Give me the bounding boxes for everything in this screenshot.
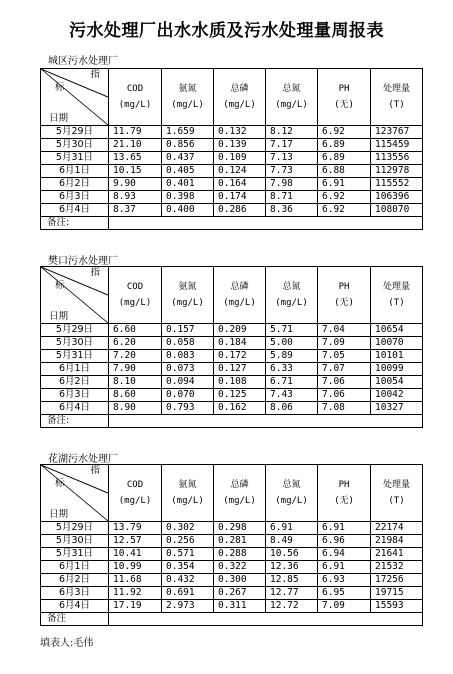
remark-row — [41, 415, 423, 428]
remark-row — [41, 613, 423, 626]
value-cell-cod: 8.93 — [109, 191, 162, 204]
value-cell-tp: 0.322 — [214, 561, 266, 574]
column-name: 总氮 — [282, 84, 301, 94]
value-cell-cod: 8.10 — [109, 376, 162, 389]
value-cell-nh3n: 0.354 — [162, 561, 214, 574]
value-cell-cod: 8.90 — [109, 402, 162, 415]
date-cell: 5月31日 — [41, 350, 109, 363]
remark-label: 备注 — [41, 613, 109, 626]
value-cell-ph: 6.91 — [318, 178, 371, 191]
value-cell-volume: 108070 — [371, 204, 423, 217]
corner-label-date: 日期 — [49, 113, 69, 124]
table-row — [41, 389, 423, 402]
value-cell-nh3n: 0.398 — [162, 191, 214, 204]
value-cell-tn: 7.98 — [266, 178, 318, 191]
header-row — [41, 267, 423, 324]
value-cell-ph: 6.89 — [318, 139, 371, 152]
table-row — [41, 152, 423, 165]
value-cell-tp: 0.311 — [214, 600, 266, 613]
corner-label-mark: 标 — [55, 478, 65, 489]
value-cell-nh3n: 2.973 — [162, 600, 214, 613]
table-row — [41, 402, 423, 415]
value-cell-ph: 6.89 — [318, 152, 371, 165]
value-cell-ph: 7.07 — [318, 363, 371, 376]
value-cell-volume: 21641 — [371, 548, 423, 561]
corner-label-date: 日期 — [49, 509, 69, 520]
column-header-ph — [318, 267, 371, 324]
value-cell-cod: 17.19 — [109, 600, 162, 613]
value-cell-volume: 10327 — [371, 402, 423, 415]
column-header-volume — [371, 267, 423, 324]
value-cell-tn: 8.49 — [266, 535, 318, 548]
value-cell-tp: 0.162 — [214, 402, 266, 415]
date-cell: 6月3日 — [41, 389, 109, 402]
date-cell: 5月29日 — [41, 522, 109, 535]
table-row — [41, 600, 423, 613]
value-cell-volume: 113556 — [371, 152, 423, 165]
value-cell-tp: 0.184 — [214, 337, 266, 350]
value-cell-cod: 8.60 — [109, 389, 162, 402]
column-unit: (T) — [388, 496, 405, 506]
value-cell-ph: 7.04 — [318, 324, 371, 337]
column-header-volume — [371, 69, 423, 126]
table-row — [41, 363, 423, 376]
value-cell-cod: 10.41 — [109, 548, 162, 561]
corner-label-indicator: 指 — [90, 465, 100, 476]
value-cell-nh3n: 0.256 — [162, 535, 214, 548]
value-cell-tn: 5.71 — [266, 324, 318, 337]
column-header-cod — [109, 465, 162, 522]
value-cell-volume: 112978 — [371, 165, 423, 178]
value-cell-ph: 7.09 — [318, 337, 371, 350]
value-cell-nh3n: 0.405 — [162, 165, 214, 178]
column-name: 氨氮 — [178, 282, 197, 292]
date-cell: 5月31日 — [41, 548, 109, 561]
value-cell-tp: 0.298 — [214, 522, 266, 535]
column-name: 总磷 — [230, 480, 249, 490]
value-cell-tn: 7.43 — [266, 389, 318, 402]
date-cell: 5月30日 — [41, 535, 109, 548]
corner-label-mark: 标 — [55, 82, 65, 93]
value-cell-cod: 8.37 — [109, 204, 162, 217]
value-cell-ph: 6.95 — [318, 587, 371, 600]
table-row — [41, 139, 423, 152]
column-header-tn — [266, 465, 318, 522]
column-header-tp — [214, 465, 266, 522]
value-cell-ph: 7.05 — [318, 350, 371, 363]
value-cell-cod: 6.60 — [109, 324, 162, 337]
column-header-tp — [214, 267, 266, 324]
table-row — [41, 535, 423, 548]
column-header-cod — [109, 69, 162, 126]
value-cell-tn: 8.12 — [266, 126, 318, 139]
table-row — [41, 587, 423, 600]
value-cell-nh3n: 0.793 — [162, 402, 214, 415]
value-cell-tn: 8.71 — [266, 191, 318, 204]
value-cell-volume: 106396 — [371, 191, 423, 204]
value-cell-nh3n: 0.437 — [162, 152, 214, 165]
value-cell-cod: 10.15 — [109, 165, 162, 178]
value-cell-tn: 5.00 — [266, 337, 318, 350]
filler-signature: 填表人:毛伟 — [40, 638, 94, 649]
section-title-fankou: 樊口污水处理厂 — [48, 256, 118, 267]
column-name: PH — [338, 84, 350, 94]
corner-label-indicator: 指 — [90, 69, 100, 80]
value-cell-cod: 13.65 — [109, 152, 162, 165]
date-cell: 6月1日 — [41, 363, 109, 376]
value-cell-tn: 12.36 — [266, 561, 318, 574]
value-cell-tp: 0.124 — [214, 165, 266, 178]
value-cell-cod: 7.90 — [109, 363, 162, 376]
value-cell-nh3n: 0.432 — [162, 574, 214, 587]
value-cell-nh3n: 0.856 — [162, 139, 214, 152]
column-name: 处理量 — [382, 480, 410, 490]
value-cell-nh3n: 0.058 — [162, 337, 214, 350]
table-row — [41, 376, 423, 389]
value-cell-ph: 7.06 — [318, 376, 371, 389]
value-cell-tp: 0.300 — [214, 574, 266, 587]
column-unit: (mg/L) — [223, 298, 256, 308]
value-cell-nh3n: 0.401 — [162, 178, 214, 191]
date-cell: 5月29日 — [41, 324, 109, 337]
corner-header-cell — [41, 465, 109, 522]
column-unit: (mg/L) — [118, 496, 152, 506]
column-unit: (mg/L) — [118, 298, 152, 308]
value-cell-volume: 17256 — [371, 574, 423, 587]
date-cell: 6月2日 — [41, 376, 109, 389]
value-cell-tp: 0.108 — [214, 376, 266, 389]
table-row — [41, 522, 423, 535]
column-unit: (mg/L) — [118, 100, 152, 110]
header-row — [41, 69, 423, 126]
value-cell-ph: 7.08 — [318, 402, 371, 415]
column-name: 氨氮 — [178, 84, 197, 94]
value-cell-tp: 0.109 — [214, 152, 266, 165]
value-cell-tn: 8.36 — [266, 204, 318, 217]
value-cell-ph: 6.92 — [318, 204, 371, 217]
value-cell-tp: 0.172 — [214, 350, 266, 363]
value-cell-tn: 10.56 — [266, 548, 318, 561]
value-cell-ph: 6.94 — [318, 548, 371, 561]
column-header-nh3n — [162, 465, 214, 522]
value-cell-nh3n: 1.659 — [162, 126, 214, 139]
value-cell-tp: 0.132 — [214, 126, 266, 139]
section-title-huahu: 花湖污水处理厂 — [48, 454, 118, 465]
value-cell-nh3n: 0.083 — [162, 350, 214, 363]
value-cell-cod: 11.92 — [109, 587, 162, 600]
table-chengqu — [40, 68, 423, 230]
remark-value — [109, 613, 423, 626]
column-header-tn — [266, 267, 318, 324]
value-cell-nh3n: 0.157 — [162, 324, 214, 337]
date-cell: 6月2日 — [41, 574, 109, 587]
date-cell: 6月4日 — [41, 204, 109, 217]
value-cell-tp: 0.164 — [214, 178, 266, 191]
value-cell-tp: 0.209 — [214, 324, 266, 337]
column-name: 氨氮 — [178, 480, 197, 490]
value-cell-tp: 0.267 — [214, 587, 266, 600]
column-header-nh3n — [162, 69, 214, 126]
remark-value — [109, 217, 423, 230]
column-unit: (无) — [334, 298, 354, 308]
date-cell: 6月3日 — [41, 191, 109, 204]
column-name: 处理量 — [382, 84, 410, 94]
value-cell-cod: 12.57 — [109, 535, 162, 548]
value-cell-tp: 0.127 — [214, 363, 266, 376]
remark-label: 备注: — [41, 217, 109, 230]
column-name: COD — [126, 480, 144, 490]
column-unit: (T) — [388, 100, 405, 110]
date-cell: 6月4日 — [41, 600, 109, 613]
value-cell-ph: 6.88 — [318, 165, 371, 178]
value-cell-cod: 13.79 — [109, 522, 162, 535]
value-cell-nh3n: 0.302 — [162, 522, 214, 535]
date-cell: 6月1日 — [41, 165, 109, 178]
report-title: 污水处理厂出水水质及污水处理量周报表 — [69, 21, 384, 41]
value-cell-volume: 21532 — [371, 561, 423, 574]
value-cell-ph: 6.96 — [318, 535, 371, 548]
date-cell: 6月4日 — [41, 402, 109, 415]
value-cell-ph: 6.92 — [318, 126, 371, 139]
column-unit: (mg/L) — [171, 496, 204, 506]
value-cell-tn: 8.06 — [266, 402, 318, 415]
column-unit: (mg/L) — [275, 298, 308, 308]
value-cell-volume: 10099 — [371, 363, 423, 376]
value-cell-tn: 5.89 — [266, 350, 318, 363]
value-cell-volume: 10054 — [371, 376, 423, 389]
table-row — [41, 191, 423, 204]
table-row — [41, 548, 423, 561]
value-cell-tn: 6.33 — [266, 363, 318, 376]
remark-label: 备注: — [41, 415, 109, 428]
value-cell-cod: 7.20 — [109, 350, 162, 363]
table-fankou — [40, 266, 423, 428]
value-cell-tn: 7.73 — [266, 165, 318, 178]
column-header-nh3n — [162, 267, 214, 324]
column-name: PH — [338, 282, 350, 292]
table-huahu — [40, 464, 423, 626]
value-cell-volume: 123767 — [371, 126, 423, 139]
value-cell-cod: 10.99 — [109, 561, 162, 574]
column-unit: (mg/L) — [223, 496, 256, 506]
column-unit: (mg/L) — [223, 100, 256, 110]
value-cell-ph: 7.06 — [318, 389, 371, 402]
table-row — [41, 178, 423, 191]
column-name: 处理量 — [382, 282, 410, 292]
value-cell-volume: 10070 — [371, 337, 423, 350]
column-unit: (mg/L) — [275, 496, 308, 506]
value-cell-tp: 0.139 — [214, 139, 266, 152]
table-row — [41, 204, 423, 217]
column-name: 总氮 — [282, 282, 301, 292]
column-unit: (无) — [334, 100, 354, 110]
table-row — [41, 126, 423, 139]
value-cell-cod: 9.90 — [109, 178, 162, 191]
value-cell-ph: 6.92 — [318, 191, 371, 204]
value-cell-tn: 12.72 — [266, 600, 318, 613]
value-cell-tn: 12.85 — [266, 574, 318, 587]
value-cell-volume: 10101 — [371, 350, 423, 363]
value-cell-tp: 0.288 — [214, 548, 266, 561]
value-cell-cod: 11.68 — [109, 574, 162, 587]
value-cell-nh3n: 0.571 — [162, 548, 214, 561]
column-name: 总磷 — [230, 84, 249, 94]
date-cell: 6月1日 — [41, 561, 109, 574]
date-cell: 5月30日 — [41, 337, 109, 350]
value-cell-tp: 0.281 — [214, 535, 266, 548]
column-unit: (mg/L) — [171, 100, 204, 110]
value-cell-ph: 6.91 — [318, 522, 371, 535]
value-cell-cod: 21.10 — [109, 139, 162, 152]
value-cell-nh3n: 0.073 — [162, 363, 214, 376]
date-cell: 5月29日 — [41, 126, 109, 139]
column-name: 总氮 — [282, 480, 301, 490]
value-cell-volume: 15593 — [371, 600, 423, 613]
column-unit: (mg/L) — [275, 100, 308, 110]
value-cell-volume: 19715 — [371, 587, 423, 600]
value-cell-volume: 115552 — [371, 178, 423, 191]
remark-value — [109, 415, 423, 428]
value-cell-nh3n: 0.070 — [162, 389, 214, 402]
corner-label-indicator: 指 — [90, 267, 100, 278]
value-cell-tp: 0.286 — [214, 204, 266, 217]
corner-header-cell — [41, 267, 109, 324]
value-cell-tp: 0.174 — [214, 191, 266, 204]
table-row — [41, 350, 423, 363]
value-cell-cod: 11.79 — [109, 126, 162, 139]
value-cell-tn: 7.13 — [266, 152, 318, 165]
value-cell-volume: 115459 — [371, 139, 423, 152]
corner-header-cell — [41, 69, 109, 126]
column-name: COD — [126, 84, 144, 94]
column-name: 总磷 — [230, 282, 249, 292]
header-row — [41, 465, 423, 522]
value-cell-tn: 6.71 — [266, 376, 318, 389]
corner-label-date: 日期 — [49, 311, 69, 322]
section-title-chengqu: 城区污水处理厂 — [48, 56, 118, 67]
value-cell-nh3n: 0.691 — [162, 587, 214, 600]
value-cell-cod: 6.20 — [109, 337, 162, 350]
value-cell-volume: 10042 — [371, 389, 423, 402]
value-cell-volume: 21984 — [371, 535, 423, 548]
column-header-tp — [214, 69, 266, 126]
value-cell-tn: 7.17 — [266, 139, 318, 152]
table-row — [41, 324, 423, 337]
date-cell: 5月31日 — [41, 152, 109, 165]
value-cell-tn: 12.77 — [266, 587, 318, 600]
date-cell: 6月3日 — [41, 587, 109, 600]
column-header-ph — [318, 69, 371, 126]
column-header-volume — [371, 465, 423, 522]
column-header-cod — [109, 267, 162, 324]
column-name: COD — [126, 282, 144, 292]
column-name: PH — [338, 480, 350, 490]
value-cell-nh3n: 0.094 — [162, 376, 214, 389]
table-row — [41, 574, 423, 587]
value-cell-tn: 6.91 — [266, 522, 318, 535]
table-row — [41, 337, 423, 350]
value-cell-tp: 0.125 — [214, 389, 266, 402]
remark-row — [41, 217, 423, 230]
corner-label-mark: 标 — [55, 280, 65, 291]
table-row — [41, 165, 423, 178]
value-cell-ph: 6.91 — [318, 561, 371, 574]
date-cell: 5月30日 — [41, 139, 109, 152]
date-cell: 6月2日 — [41, 178, 109, 191]
value-cell-nh3n: 0.400 — [162, 204, 214, 217]
value-cell-ph: 7.09 — [318, 600, 371, 613]
column-unit: (无) — [334, 496, 354, 506]
value-cell-volume: 22174 — [371, 522, 423, 535]
column-unit: (T) — [388, 298, 405, 308]
value-cell-ph: 6.93 — [318, 574, 371, 587]
column-unit: (mg/L) — [171, 298, 204, 308]
column-header-tn — [266, 69, 318, 126]
value-cell-volume: 10654 — [371, 324, 423, 337]
table-row — [41, 561, 423, 574]
column-header-ph — [318, 465, 371, 522]
